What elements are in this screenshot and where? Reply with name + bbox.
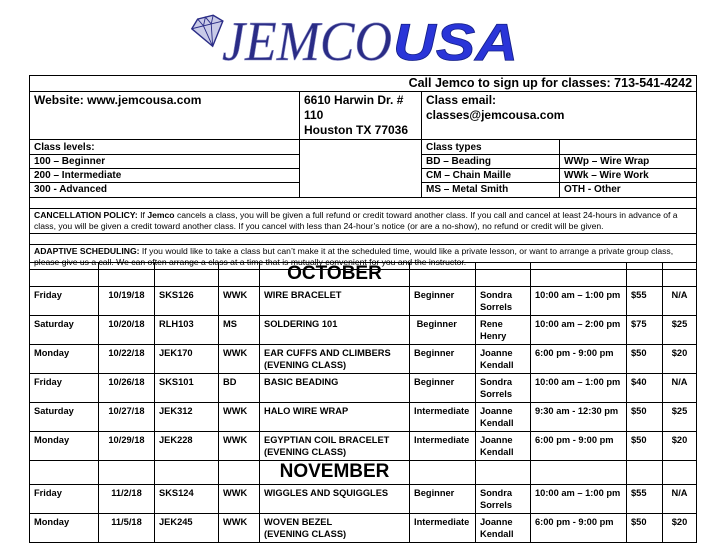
cell-code: JEK170 [155, 345, 219, 374]
type-item: WWp – Wire Wrap [560, 154, 696, 168]
cell-supply: $25 [663, 403, 697, 432]
cell-day: Monday [30, 432, 99, 461]
address [300, 92, 422, 140]
cell-date: 10/19/18 [99, 287, 155, 316]
cell-day: Friday [30, 374, 99, 403]
class-title: EAR CUFFS AND CLIMBERS [264, 348, 391, 358]
website: Website: www.jemcousa.com [30, 92, 300, 140]
class-subtitle: (EVENING CLASS) [264, 529, 347, 539]
cell-price: $55 [627, 485, 663, 514]
table-row [30, 432, 697, 461]
cell-instructor [476, 345, 531, 374]
cell-date: 10/29/18 [99, 432, 155, 461]
cell-level: Intermediate [410, 514, 476, 543]
level-item: 100 – Beginner [30, 154, 299, 168]
cell-supply: N/A [663, 374, 697, 403]
table-row [30, 403, 697, 432]
class-title: WOVEN BEZEL [264, 517, 333, 527]
instructor-last: Kendall [480, 360, 514, 370]
table-row [30, 485, 697, 514]
cell-level: Beginner [410, 485, 476, 514]
cell-day: Friday [30, 485, 99, 514]
cell-type: WWK [219, 485, 260, 514]
cell-title [260, 432, 410, 461]
levels-title: Class levels: [34, 142, 95, 153]
cell-supply: $20 [663, 514, 697, 543]
type-item: BD – Beading [422, 154, 559, 168]
policy-pre: If [137, 210, 148, 220]
class-subtitle: (EVENING CLASS) [264, 360, 347, 370]
cell-instructor [476, 514, 531, 543]
cell-time: 9:30 am - 12:30 pm [531, 403, 627, 432]
class-title: HALO WIRE WRAP [264, 406, 349, 416]
logo-jemco: JEMCO [222, 11, 392, 70]
policy-text: cancels a class, you will be given a full refund or credit toward another class. If you call and cancel at least 24-hours in advance of a class, you will be given a credit toward another class. If you cancel with less than 24-hour’s notice (or are a no-show), no refund or credit will be given. [34, 210, 678, 231]
class-levels [30, 140, 300, 198]
month-name: NOVEMBER [260, 461, 410, 485]
address-line2: Houston TX 77036 [304, 123, 409, 137]
cell-date: 11/5/18 [99, 514, 155, 543]
cell-instructor [476, 287, 531, 316]
month-name: OCTOBER [260, 263, 410, 287]
cell-type: WWK [219, 432, 260, 461]
cell-level: Intermediate [410, 432, 476, 461]
level-item: 300 - Advanced [30, 182, 299, 196]
cell-supply: $20 [663, 432, 697, 461]
cell-time: 10:00 am – 1:00 pm [531, 374, 627, 403]
table-row [30, 316, 697, 345]
cell-day: Friday [30, 287, 99, 316]
cell-time: 10:00 am – 2:00 pm [531, 316, 627, 345]
address-line1: 6610 Harwin Dr. # 110 [304, 93, 404, 122]
cell-level: Beginner [410, 316, 476, 345]
instructor-last: Kendall [480, 418, 514, 428]
class-title: WIRE BRACELET [264, 290, 342, 300]
cell-date: 10/20/18 [99, 316, 155, 345]
cell-type: WWK [219, 514, 260, 543]
cell-level: Beginner [410, 345, 476, 374]
cell-type: WWK [219, 403, 260, 432]
instructor-first: Sondra [480, 377, 513, 387]
instructor-last: Kendall [480, 447, 514, 457]
instructor-first: Sondra [480, 488, 513, 498]
class-email [422, 92, 697, 140]
cell-level: Beginner [410, 287, 476, 316]
cell-level: Beginner [410, 374, 476, 403]
class-title: EGYPTIAN COIL BRACELET [264, 435, 390, 445]
type-item: CM – Chain Maille [422, 168, 559, 182]
cell-time: 6:00 pm - 9:00 pm [531, 432, 627, 461]
instructor-first: Joanne [480, 517, 513, 527]
cell-time: 6:00 pm - 9:00 pm [531, 345, 627, 374]
logo-usa: USA [393, 14, 518, 70]
class-subtitle: (EVENING CLASS) [264, 447, 347, 457]
cell-day: Saturday [30, 403, 99, 432]
spacer-row [30, 234, 697, 245]
type-item: MS – Metal Smith [422, 182, 559, 196]
spacer-cell [300, 140, 422, 198]
instructor-last: Sorrels [480, 500, 513, 510]
adaptive-text: If you would like to take a class but can’t make it at the scheduled time, would like a private lesson, or want to arrange a private group class, please give us a call. We can often arrange a class at a time that is mutually convenient for you and the instructor. [34, 246, 674, 267]
cell-type: WWK [219, 345, 260, 374]
cell-instructor [476, 403, 531, 432]
cell-supply: N/A [663, 485, 697, 514]
class-title: SOLDERING 101 [264, 319, 338, 329]
type-item: WWk – Wire Work [560, 168, 696, 182]
cell-time: 10:00 am – 1:00 pm [531, 287, 627, 316]
cell-code: JEK245 [155, 514, 219, 543]
cell-type: WWK [219, 287, 260, 316]
cell-code: RLH103 [155, 316, 219, 345]
cell-date: 11/2/18 [99, 485, 155, 514]
instructor-first: Joanne [480, 348, 513, 358]
class-types-col2 [560, 140, 697, 198]
cell-instructor [476, 374, 531, 403]
instructor-first: Sondra [480, 290, 513, 300]
cell-price: $50 [627, 403, 663, 432]
cell-instructor [476, 316, 531, 345]
jemco-usa-logo [0, 8, 712, 70]
cell-level: Intermediate [410, 403, 476, 432]
cell-date: 10/22/18 [99, 345, 155, 374]
cell-code: SKS124 [155, 485, 219, 514]
class-types-col1 [422, 140, 560, 198]
instructor-last: Sorrels [480, 302, 513, 312]
instructor-last: Henry [480, 331, 507, 341]
adaptive-label: ADAPTIVE SCHEDULING: [34, 246, 140, 256]
cell-price: $40 [627, 374, 663, 403]
instructor-first: Joanne [480, 406, 513, 416]
cell-supply: $25 [663, 316, 697, 345]
cell-title [260, 374, 410, 403]
month-row-november [30, 461, 697, 485]
class-schedule [29, 262, 696, 543]
month-row-october [30, 263, 697, 287]
cell-price: $50 [627, 514, 663, 543]
cell-price: $50 [627, 432, 663, 461]
cell-title [260, 485, 410, 514]
instructor-last: Kendall [480, 529, 514, 539]
call-to-sign-up: Call Jemco to sign up for classes: 713-541-4242 [30, 76, 697, 92]
email-label: Class email: [426, 93, 497, 107]
cell-title [260, 316, 410, 345]
cell-day: Monday [30, 345, 99, 374]
cell-title [260, 403, 410, 432]
level-item: 200 – Intermediate [30, 168, 299, 182]
cell-date: 10/26/18 [99, 374, 155, 403]
cell-type: MS [219, 316, 260, 345]
cell-code: SKS101 [155, 374, 219, 403]
cell-price: $50 [627, 345, 663, 374]
cell-title [260, 345, 410, 374]
cell-price: $55 [627, 287, 663, 316]
email-address: classes@jemcousa.com [426, 108, 565, 122]
cell-instructor [476, 485, 531, 514]
cell-day: Saturday [30, 316, 99, 345]
types-title: Class types [426, 142, 482, 153]
cell-code: JEK228 [155, 432, 219, 461]
cell-title [260, 287, 410, 316]
cell-date: 10/27/18 [99, 403, 155, 432]
spacer-row [30, 198, 697, 209]
class-title: WIGGLES AND SQUIGGLES [264, 488, 389, 498]
info-block [29, 75, 696, 270]
cell-time: 10:00 am – 1:00 pm [531, 485, 627, 514]
cell-type: BD [219, 374, 260, 403]
table-row [30, 514, 697, 543]
policy-label: CANCELLATION POLICY: [34, 210, 138, 220]
instructor-first: Joanne [480, 435, 513, 445]
instructor-last: Sorrels [480, 389, 513, 399]
cell-code: JEK312 [155, 403, 219, 432]
cell-supply: $20 [663, 345, 697, 374]
cell-time: 6:00 pm - 9:00 pm [531, 514, 627, 543]
policy-brand: Jemco [147, 210, 175, 220]
table-row [30, 287, 697, 316]
cancellation-policy [30, 209, 697, 234]
cell-code: SKS126 [155, 287, 219, 316]
type-item: OTH - Other [560, 182, 696, 196]
cell-supply: N/A [663, 287, 697, 316]
cell-title [260, 514, 410, 543]
instructor-first: Rene [480, 319, 503, 329]
cell-day: Monday [30, 514, 99, 543]
class-title: BASIC BEADING [264, 377, 339, 387]
table-row [30, 374, 697, 403]
table-row [30, 345, 697, 374]
cell-instructor [476, 432, 531, 461]
cell-price: $75 [627, 316, 663, 345]
